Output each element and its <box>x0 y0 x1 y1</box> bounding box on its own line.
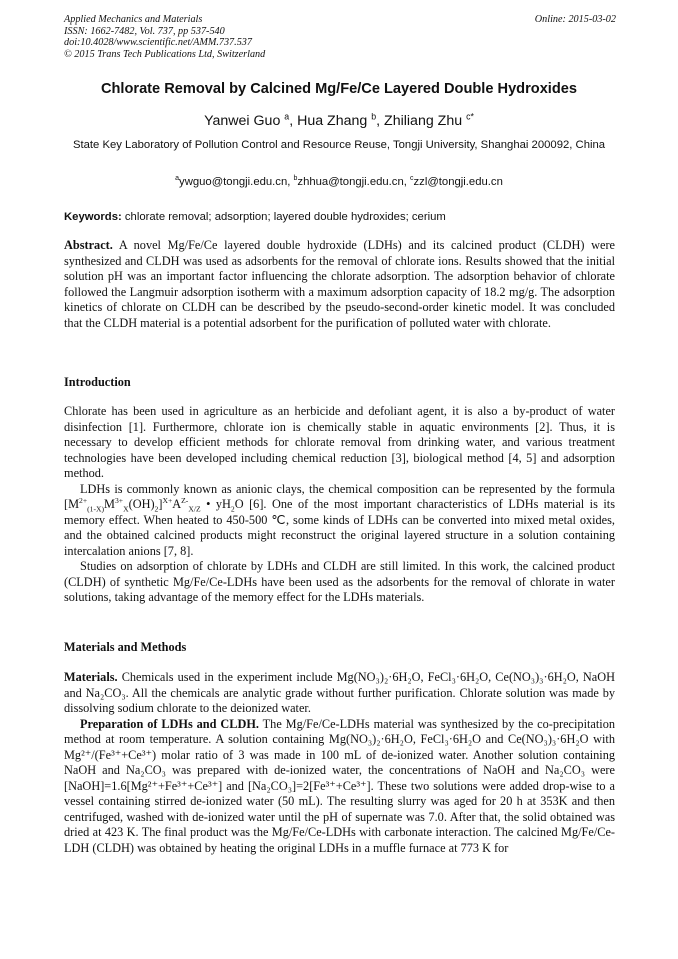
abstract-text: A novel Mg/Fe/Ce layered double hydroxide (LDHs) and its calcined product (CLDH) were synthesized and CLDH was used as adsorbents for the removal of chlorate ions. Results showed that the initial solution pH was an important factor influencing the chlorate adsorption. The adsorption behavior of chlorate followed the Langmuir adsorption isotherm with a maximum adsorption capacity of 18.2 mg/g. The adsorption kinetics of chlorate on CLDH can be described by the pseudo-second-order kinetic model. It was concluded that the CLDH material is a potential adsorbent for the purification of polluted water with chlorate. <box>64 238 616 330</box>
materials-text: Chemicals used in the experiment include Mg(NO₃)₂·6H₂O, FeCl₃·6H₂O, Ce(NO₃)₃·6H₂O, NaOH and Na₂CO₃. All the chemicals are analytic grade without further purification. Chlorate solution was made by dissolving sodium chlorate to the deionized water. <box>64 670 616 715</box>
abstract <box>64 238 615 331</box>
email-mark: a <box>175 175 180 183</box>
intro-paragraph-1: Chlorate has been used in agriculture as an herbicide and defoliant agent, it is also a by-product of water disinfection [1]. Furthermore, chlorate ion is chemically stable in aquatic environments [2]. Thus, it is necessary to develop efficient methods for chlorate removal from drinking water, and various treatment technologies have been developed including chemical reduction [3], biological method [4, 5] and adsorption method. <box>64 404 615 480</box>
online-date: Online: 2015-03-02 <box>534 14 616 25</box>
journal-name: Applied Mechanics and Materials <box>64 14 203 25</box>
formula-text: (OH) <box>128 497 155 511</box>
email-link[interactable]: zhhua@tongji.edu.cn, <box>297 176 407 188</box>
formula-text: M <box>104 497 115 511</box>
affiliation: State Key Laboratory of Pollution Control and Resource Reuse, Tongji University, Shanghai 200092, China <box>72 139 606 151</box>
author-affil-mark: b <box>371 111 377 122</box>
formula-text: O [6]. One of the most important characteristics of LDHs material is its memory effect. When heated to 450-500 ℃, some kinds of LDHs can be converted into mixed metal oxides, and the obtained calcined products might reconstruct the original layered structure in a solution containing intercalation anions [7, 8]. <box>64 497 615 558</box>
formula-text: LDHs is commonly known as anionic clays, the chemical composition can be represented by the formula [M <box>64 481 615 511</box>
preparation-paragraph <box>64 717 615 857</box>
abstract-label: Abstract. <box>64 238 113 252</box>
paper-title: Chlorate Removal by Calcined Mg/Fe/Ce Layered Double Hydroxides <box>100 81 578 97</box>
author-affil-mark: a <box>284 111 290 122</box>
email-link[interactable]: ywguo@tongji.edu.cn, <box>179 176 291 188</box>
methods-heading: Materials and Methods <box>64 640 187 654</box>
journal-header <box>64 14 616 60</box>
keywords <box>64 211 616 223</box>
formula-text: A <box>172 497 182 511</box>
intro-paragraph-3: Studies on adsorption of chlorate by LDHs and CLDH are still limited. In this work, the calcined product (CLDH) of synthetic Mg/Fe/Ce-LDHs have been used as the adsorbents for the removal of chlorate in water solutions, taking advantage of the memory effect for the LDHs materials. <box>64 559 615 604</box>
email-mark: b <box>293 175 298 183</box>
author-separator: , <box>289 113 298 129</box>
keywords-label: Keywords: <box>64 211 122 223</box>
issn-line: ISSN: 1662-7482, Vol. 737, pp 537-540 <box>64 25 225 37</box>
introduction-body <box>64 404 615 606</box>
copyright-line: © 2015 Trans Tech Publications Ltd, Switzerland <box>64 48 266 60</box>
formula-text: ] <box>158 497 163 511</box>
formula-text: • yH <box>200 497 231 511</box>
doi-line: doi:10.4028/www.scientific.net/AMM.737.537 <box>64 37 252 49</box>
keywords-text: chlorate removal; adsorption; layered double hydroxides; cerium <box>124 211 446 223</box>
email-link[interactable]: zzl@tongji.edu.cn <box>413 176 503 188</box>
introduction-heading: Introduction <box>64 375 131 389</box>
preparation-label: Preparation of LDHs and CLDH. <box>80 716 259 731</box>
email-mark: c <box>410 175 414 183</box>
preparation-text: The Mg/Fe/Ce-LDHs material was synthesized by the co-precipitation method at room temperature. A solution containing Mg(NO₃)₂·6H₂O, FeCl₃·6H₂O and Ce(NO₃)₃·6H₂O with Mg²⁺/(Fe³⁺+Ce³⁺) molar ratio of 3 was made in 100 mL of de-ionized water. Another solution containing NaOH and Na₂CO₃ was prepared with de-ionized water, the concentrations of NaOH and Na₂CO₃ were [NaOH]=1.6[Mg²⁺+Fe³⁺+Ce³⁺] and [Na₂CO₃]=2[Fe³⁺+Ce³⁺]. These two solutions were added drop-wise to a vessel containing stirred de-ionized water (50 mL). The resulting slurry was aged for 20 h at 353K and then centrifuged, washed with de-ionized water until the pH of supernate was 7.0. After that, the solid obtained was dried at 423 K. The final product was the Mg/Fe/Ce-LDHs with carbonate interaction. The calcined Mg/Fe/Ce-LDH (CLDH) was obtained by heating the original LDHs in a muffle furnace at 773 K for <box>64 716 615 855</box>
author-name: Yanwei Guo <box>204 113 281 129</box>
author-affil-mark: c* <box>466 111 474 122</box>
methods-body <box>64 670 615 856</box>
author-list <box>40 113 638 129</box>
author-separator: , <box>376 113 385 129</box>
intro-paragraph-2: LDHs is commonly known as anionic clays, the chemical composition can be represented by the formula $[M^{2+}_{(1-X)}M^{3+}_X(OH)_2]^{X+}A^{Z-}_{X/Z}$ • $yH_2O$ [6]. One of the most important characteristics of LDHs material is its memory effect. When heated to 450-500 ℃, some kinds of LDHs can be converted into mixed metal oxides, and the obtained calcined products might reconstruct the original layered structure in a solution containing intercalation anions [7, 8]. <box>64 481 615 558</box>
author-name: Zhiliang Zhu <box>384 113 463 129</box>
materials-label: Materials. <box>64 670 118 684</box>
materials-paragraph <box>64 670 615 717</box>
email-list <box>40 176 638 188</box>
author-name: Hua Zhang <box>297 113 368 129</box>
